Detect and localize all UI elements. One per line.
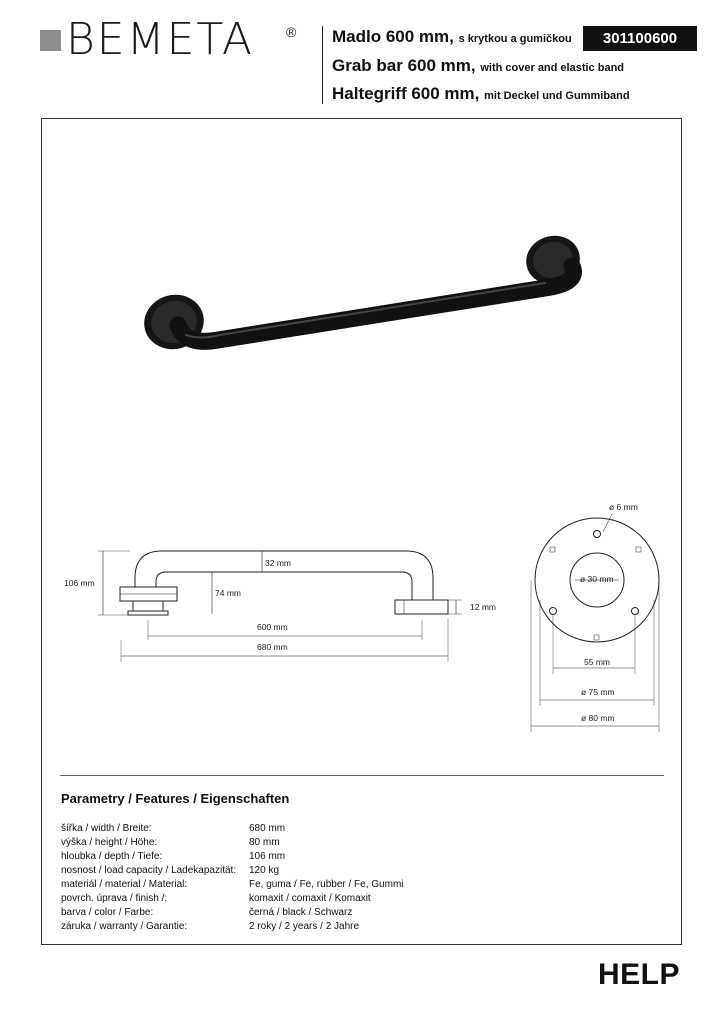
feature-value: 106 mm (249, 851, 286, 862)
label-inner-height: 74 mm (215, 588, 241, 598)
feature-label: nosnost / load capacity / Ladekapazität: (61, 865, 237, 876)
label-screw-hole: ø 6 mm (609, 502, 638, 512)
feature-row (61, 850, 404, 864)
product-image (138, 230, 585, 356)
label-total-height: 106 mm (64, 578, 95, 588)
label-base-height: 12 mm (470, 602, 496, 612)
plate-view-drawing (531, 514, 659, 732)
label-total-width: 680 mm (257, 642, 288, 652)
feature-value: komaxit / comaxit / Komaxit (249, 893, 371, 904)
title-cz-main: Madlo 600 mm, (332, 27, 454, 46)
title-en-sub: with cover and elastic band (480, 62, 625, 74)
feature-row (61, 906, 404, 920)
feature-value: Fe, guma / Fe, rubber / Fe, Gummi (249, 879, 404, 890)
features-title: Parametry / Features / Eigenschaften (61, 791, 290, 806)
feature-row (61, 822, 404, 836)
label-hole-spacing: 55 mm (584, 657, 610, 667)
title-en-main: Grab bar 600 mm, (332, 56, 476, 75)
label-inner-diameter: ø 30 mm (580, 574, 614, 584)
feature-row (61, 836, 404, 850)
feature-value: 2 roky / 2 years / 2 Jahre (249, 921, 360, 932)
feature-value: 680 mm (249, 823, 286, 834)
feature-label: hloubka / depth / Tiefe: (61, 851, 163, 862)
title-cz-sub: s krytkou a gumičkou (458, 33, 572, 45)
feature-label: výška / height / Höhe: (61, 837, 158, 848)
registered-mark: ® (286, 24, 297, 40)
label-top-gap: 32 mm (265, 558, 291, 568)
feature-label: povrch. úprava / finish /: (61, 893, 168, 904)
product-code: 301100600 (583, 26, 697, 51)
label-center-distance: 600 mm (257, 622, 288, 632)
feature-value: 120 kg (249, 865, 280, 876)
feature-label: barva / color / Farbe: (61, 907, 154, 918)
title-de-main: Haltegriff 600 mm, (332, 84, 480, 103)
feature-row (61, 878, 404, 892)
brand-logo: BEMETA (66, 14, 254, 65)
feature-label: šířka / width / Breite: (61, 823, 152, 834)
feature-value: černá / black / Schwarz (249, 907, 353, 918)
footer-help-label: HELP (598, 958, 681, 991)
feature-value: 80 mm (249, 837, 280, 848)
section-divider (60, 775, 664, 776)
feature-row (61, 892, 404, 906)
feature-label: materiál / material / Material: (61, 879, 188, 890)
title-de-sub: mit Deckel und Gummiband (484, 90, 630, 102)
feature-label: záruka / warranty / Garantie: (61, 921, 188, 932)
label-outer-diameter: ø 80 mm (581, 713, 615, 723)
feature-row (61, 920, 404, 934)
features-table (61, 822, 404, 934)
feature-row (61, 864, 404, 878)
label-cover-diameter: ø 75 mm (581, 687, 615, 697)
